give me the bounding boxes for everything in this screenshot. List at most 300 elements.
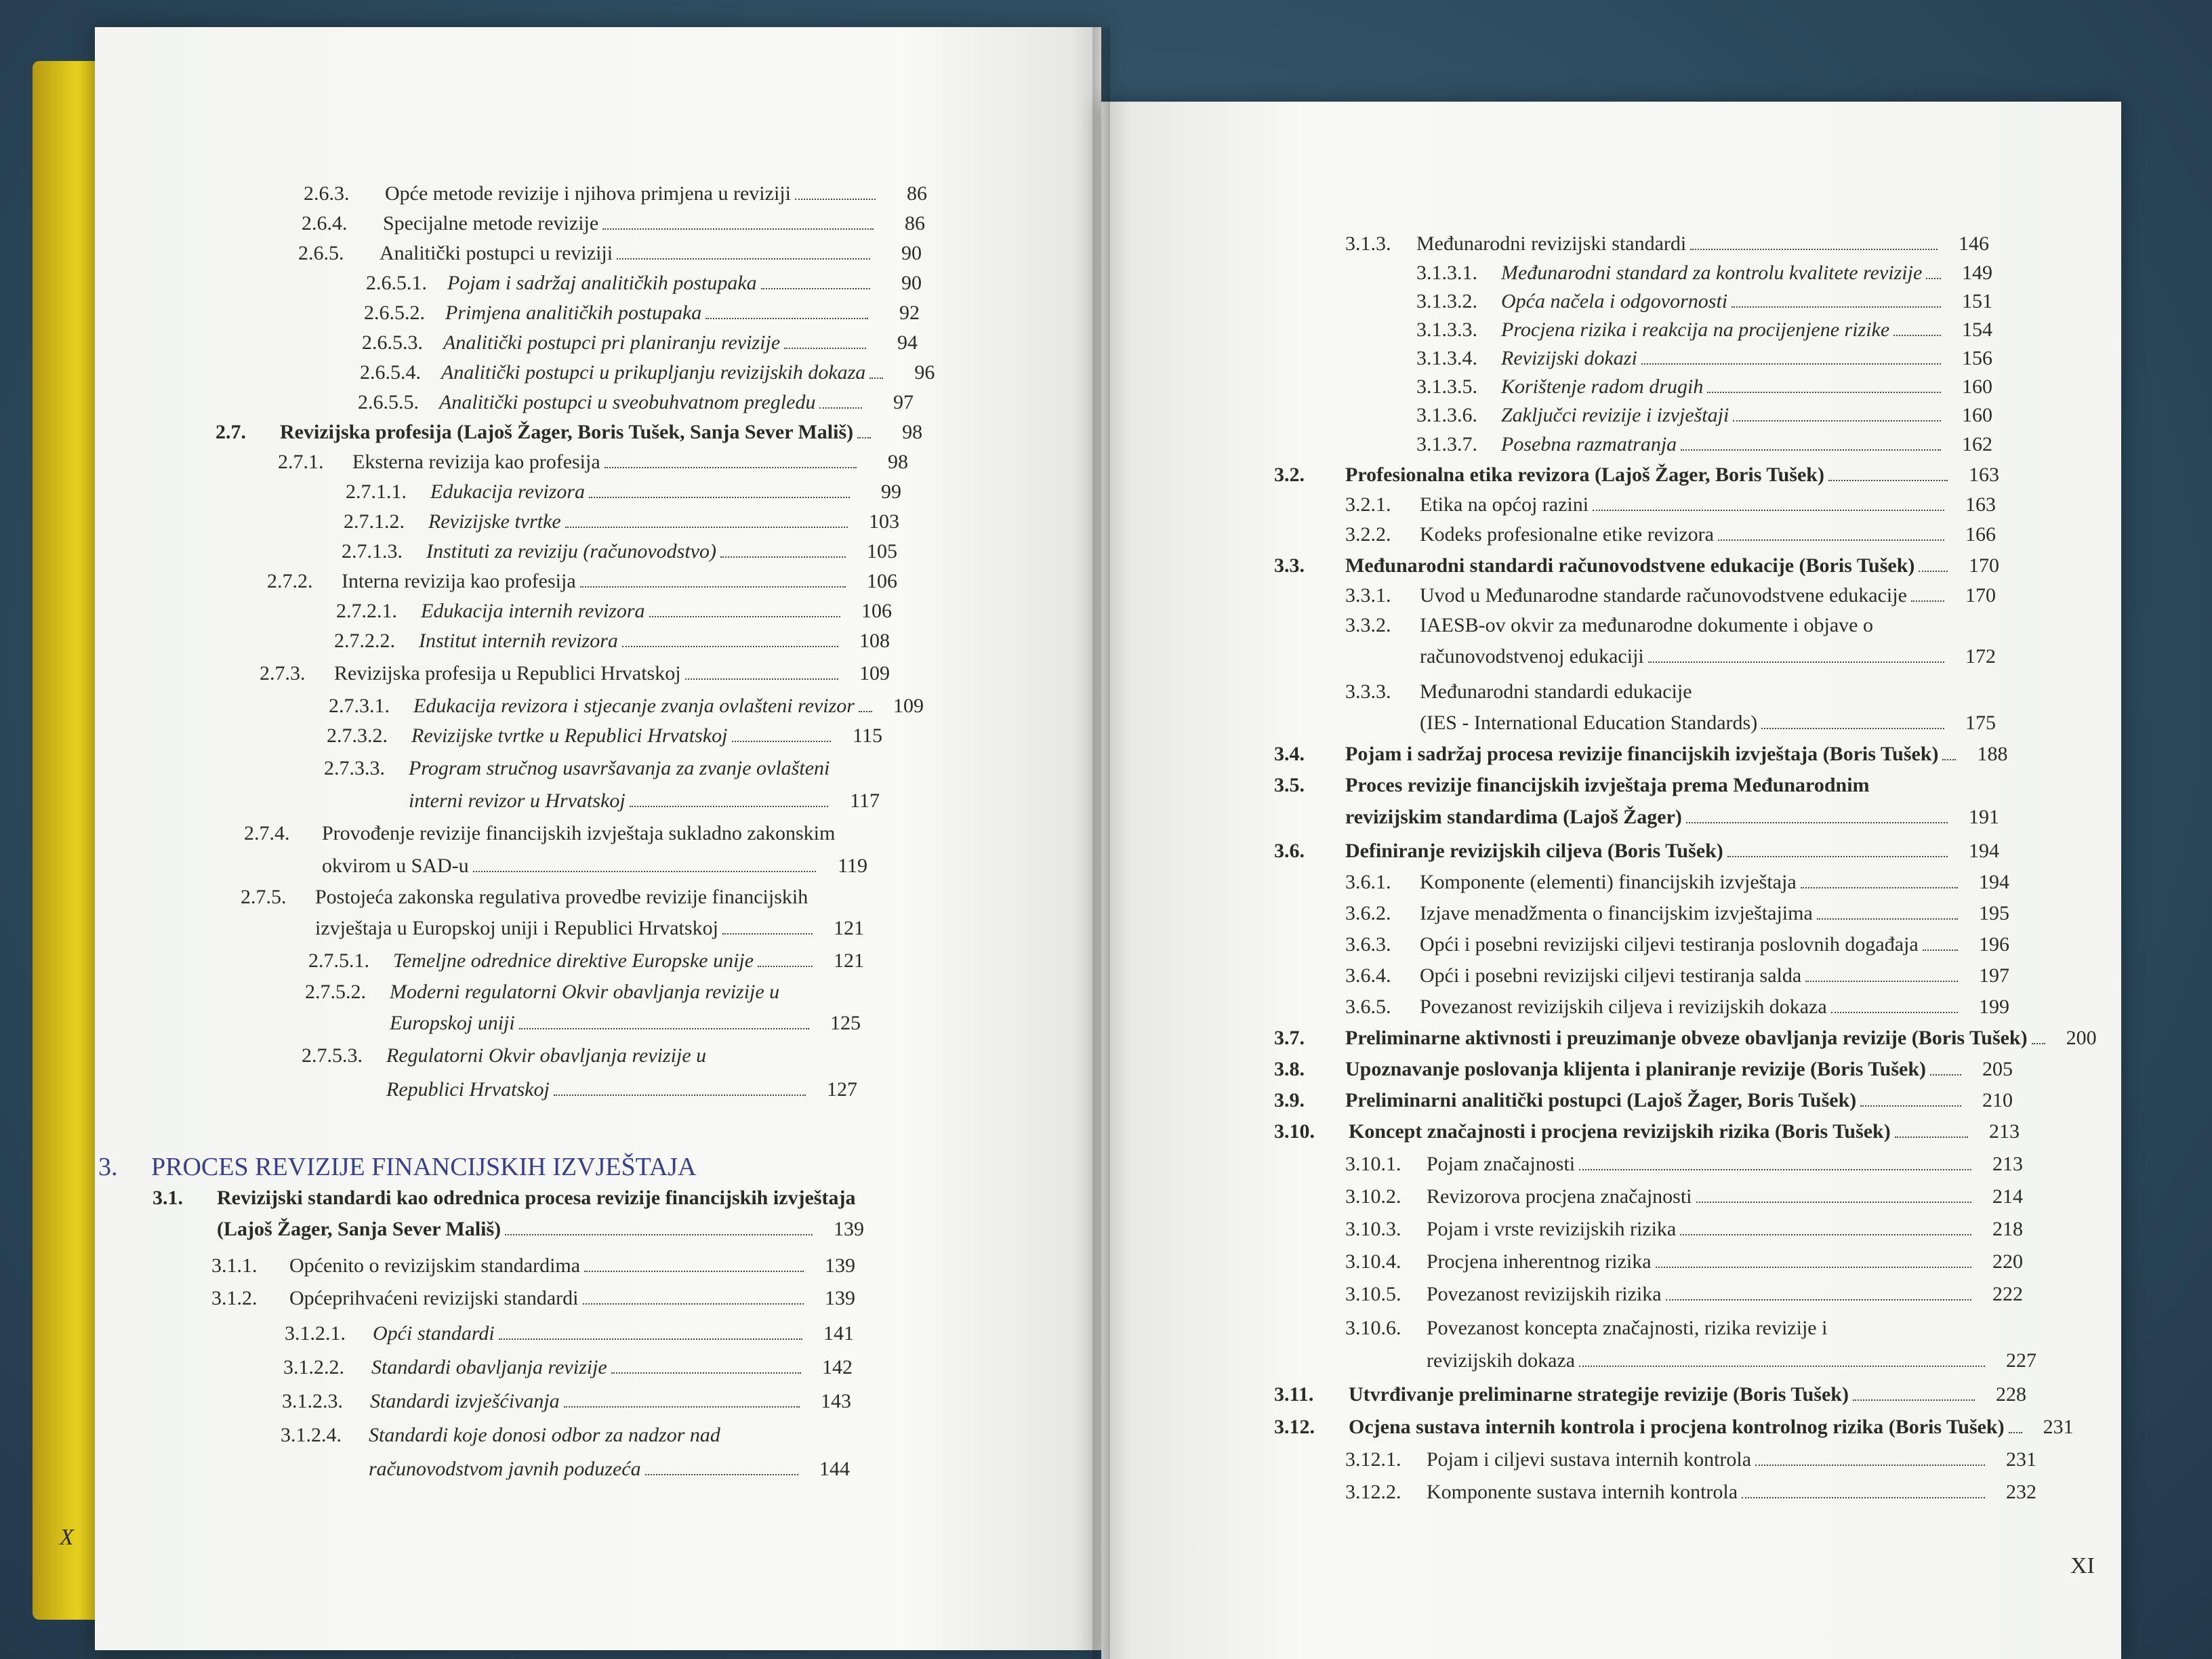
chapter-number: 3. [98, 1153, 118, 1181]
toc-entry [1345, 232, 1989, 256]
toc-entry-number: 3.6. [1274, 840, 1305, 862]
toc-entry-continuation [1420, 711, 1996, 735]
toc-entry-number: 2.6.4. [302, 212, 348, 234]
toc-entry-number: 2.6.5.2. [364, 302, 425, 324]
toc-entry-title: Eksterna revizija kao profesija [352, 451, 600, 473]
toc-page-number: 197 [1979, 964, 2009, 987]
toc-entry [1274, 1026, 2097, 1050]
toc-page-number: 162 [1962, 433, 1992, 455]
toc-entry-number: 2.6.5.1. [366, 272, 427, 294]
toc-entry-number: 3.4. [1274, 743, 1305, 765]
toc-page-number: 205 [1982, 1058, 2013, 1080]
toc-entry-number: 3.9. [1274, 1089, 1305, 1111]
toc-entry-title: Edukacija internih revizora [421, 600, 645, 622]
toc-entry-number: 2.7.1. [278, 451, 324, 473]
toc-entry-title: Povezanost revizijskih ciljeva i revizijskih dokaza [1420, 996, 1827, 1018]
toc-page-number: 117 [850, 790, 880, 812]
toc-entry-title-cont: interni revizor u Hrvatskoj [409, 790, 626, 812]
toc-page-number: 222 [1992, 1283, 2023, 1305]
toc-page-number: 97 [893, 391, 914, 413]
toc-page-number: 170 [1969, 554, 1999, 577]
leader-dots [1681, 449, 1941, 451]
toc-page-number: 119 [838, 855, 867, 877]
toc-entry-number: 2.6.5.3. [362, 331, 423, 354]
toc-entry-continuation [390, 1011, 861, 1036]
leader-dots [649, 616, 841, 617]
toc-page-number: 175 [1965, 712, 1996, 734]
toc-entry-title: Moderni regulatorni Okvir obavljanja revizije u [390, 981, 780, 1003]
toc-entry-number: 3.1.2. [211, 1287, 258, 1309]
toc-entry-number: 2.7.3. [260, 662, 306, 684]
toc-entry-number: 3.3.1. [1345, 584, 1391, 607]
toc-page-number: 144 [819, 1458, 850, 1480]
toc-page-number: 139 [825, 1287, 855, 1309]
toc-page-number: 141 [823, 1322, 854, 1345]
leader-dots [589, 497, 850, 498]
toc-entry-title: Edukacija revizora i stjecanje zvanja ovlašteni revizor [413, 695, 855, 717]
toc-page-number: 194 [1979, 871, 2009, 893]
toc-entry-title: Revizijski standardi kao odrednica procesa revizije financijskih izvještaja [217, 1187, 856, 1209]
toc-page-number: 94 [897, 331, 918, 354]
leader-dots [505, 1234, 813, 1235]
toc-entry [305, 980, 779, 1004]
toc-entry-title: Specijalne metode revizije [383, 212, 599, 234]
toc-entry-title: Općenito o revizijskim standardima [289, 1254, 581, 1277]
toc-entry-title-cont: računovodstvom javnih poduzeća [369, 1458, 641, 1480]
book-gutter [1092, 27, 1110, 1659]
toc-entry-title: Pojam i sadržaj procesa revizije financijskih izvještaja (Boris Tušek) [1345, 743, 1939, 765]
toc-page-number: 195 [1979, 902, 2009, 924]
toc-entry-number: 2.7.3.3. [324, 757, 385, 779]
toc-entry-title: Profesionalna etika revizora (Lajoš Žager, Boris Tušek) [1345, 464, 1824, 486]
toc-entry [329, 694, 924, 718]
toc-entry [267, 569, 897, 594]
toc-entry-number: 2.7.1.2. [344, 510, 405, 533]
leader-dots [1690, 249, 1938, 250]
toc-entry [1345, 583, 1996, 608]
leader-dots [1579, 1366, 1985, 1367]
leader-dots [605, 467, 857, 468]
toc-page-number: 146 [1959, 232, 1989, 255]
toc-entry-number: 3.10.3. [1345, 1218, 1401, 1240]
toc-entry [211, 1254, 855, 1278]
leader-dots [1593, 510, 1944, 511]
toc-entry-number: 2.7.5. [241, 886, 287, 908]
leader-dots [722, 933, 813, 935]
leader-dots [473, 871, 816, 872]
toc-entry-number: 3.1.2.1. [285, 1322, 346, 1345]
toc-entry [1345, 1448, 2036, 1472]
leader-dots [1732, 306, 1941, 308]
toc-entry-number: 3.1.3.3. [1416, 319, 1477, 341]
toc-entry-number: 3.1.3. [1345, 232, 1391, 255]
toc-entry-title: Općeprihvaćeni revizijski standardi [289, 1287, 579, 1309]
toc-entry-continuation [217, 1217, 864, 1242]
leader-dots [758, 966, 813, 967]
toc-entry-number: 3.2.2. [1345, 523, 1391, 546]
toc-entry-title: IAESB-ov okvir za međunarodne dokumente i objave o [1420, 614, 1873, 636]
toc-entry-title: Upoznavanje poslovanja klijenta i planiranje revizije (Boris Tušek) [1345, 1058, 1926, 1080]
toc-entry-title: Međunarodni standard za kontrolu kvalitete revizije [1501, 262, 1923, 284]
toc-page-number: 99 [881, 480, 901, 503]
toc-entry-title: Posebna razmatranja [1501, 433, 1677, 455]
toc-entry [1274, 1057, 2013, 1082]
toc-page-number: 121 [834, 917, 864, 939]
toc-entry-number: 3.6.2. [1345, 902, 1391, 924]
toc-entry [1274, 1120, 2020, 1144]
toc-page-number: 199 [1979, 996, 2009, 1018]
toc-entry-title-cont: Republici Hrvatskoj [386, 1078, 550, 1101]
leader-dots [1733, 420, 1941, 422]
toc-page-number: 115 [853, 724, 882, 747]
toc-entry [1274, 1415, 2074, 1439]
toc-entry [1345, 523, 1996, 547]
toc-entry [1345, 901, 2009, 926]
toc-entry [1274, 1382, 2026, 1407]
toc-entry [1274, 773, 1870, 798]
toc-entry [1345, 493, 1996, 517]
toc-entry-title: Procjena rizika i reakcija na procijenjene rizike [1501, 319, 1890, 341]
toc-entry-continuation [1345, 805, 1999, 830]
toc-entry-number: 3.1.3.7. [1416, 433, 1477, 455]
toc-page-number: 103 [869, 510, 899, 533]
toc-entry-title: Etika na općoj razini [1420, 493, 1589, 516]
toc-entry-number: 2.7.3.1. [329, 695, 390, 717]
toc-page-number: 160 [1962, 375, 1992, 398]
toc-entry-title: Revizijska profesija (Lajoš Žager, Boris Tušek, Sanja Sever Mališ) [280, 421, 854, 443]
toc-entry-number: 3.1.1. [211, 1254, 258, 1277]
toc-entry-number: 2.6.3. [304, 182, 350, 205]
toc-entry-title: Procjena inherentnog rizika [1427, 1250, 1652, 1273]
toc-entry-title: Opći standardi [373, 1322, 495, 1345]
toc-entry [1274, 554, 1999, 578]
toc-entry-number: 3.12. [1274, 1416, 1315, 1438]
toc-entry-title: Pojam značajnosti [1427, 1153, 1576, 1175]
toc-entry-title: Provođenje revizije financijskih izvještaja sukladno zakonskim [322, 822, 836, 844]
toc-entry-number: 3.6.5. [1345, 996, 1391, 1018]
toc-entry [1345, 613, 1873, 638]
toc-entry-continuation [1420, 644, 1996, 669]
leader-dots [1680, 1234, 1971, 1235]
toc-entry [241, 885, 808, 909]
toc-entry-title: Komponente sustava internih kontrola [1427, 1481, 1738, 1503]
toc-entry-number: 3.6.1. [1345, 871, 1391, 893]
leader-dots [819, 407, 862, 409]
toc-page-number: 163 [1969, 464, 1999, 486]
toc-page-number: 96 [914, 361, 935, 384]
leader-dots [1893, 335, 1941, 336]
leader-dots [784, 348, 866, 349]
leader-dots [1707, 392, 1941, 393]
toc-entry [302, 211, 925, 236]
toc-entry-number: 3.7. [1274, 1027, 1305, 1049]
toc-entry-number: 2.7.1.1. [346, 480, 407, 503]
toc-entry [304, 182, 927, 206]
toc-entry [366, 271, 922, 295]
leader-dots [1648, 661, 1944, 663]
toc-entry [282, 1389, 851, 1414]
toc-entry-number: 2.7.5.3. [302, 1044, 363, 1067]
toc-page-number: 106 [861, 600, 892, 622]
toc-entry [281, 1423, 720, 1448]
toc-entry-title: Revizijska profesija u Republici Hrvatskoj [334, 662, 681, 684]
leader-dots [1930, 1074, 1961, 1076]
leader-dots [1817, 918, 1958, 920]
toc-entry-title: Međunarodni revizijski standardi [1416, 232, 1687, 255]
toc-entry-title-cont: revizijskih dokaza [1427, 1349, 1576, 1372]
toc-entry-number: 3.1.3.5. [1416, 375, 1477, 398]
toc-entry [308, 949, 864, 973]
toc-entry-title: Opći i posebni revizijski ciljevi testiranja poslovnih događaja [1420, 933, 1919, 956]
toc-entry-title: Preliminarni analitički postupci (Lajoš Žager, Boris Tušek) [1345, 1089, 1857, 1111]
toc-entry-number: 2.7.3.2. [327, 724, 388, 747]
toc-entry-title: Revizijske tvrtke u Republici Hrvatskoj [411, 724, 728, 747]
leader-dots [1923, 949, 1958, 951]
toc-entry [1345, 870, 2009, 895]
leader-dots [720, 556, 846, 558]
toc-entry [278, 450, 908, 474]
leader-dots [857, 437, 871, 438]
toc-entry-title: Preliminarne aktivnosti i preuzimanje obveze obavljanja revizije (Boris Tušek) [1345, 1027, 2028, 1049]
leader-dots [1831, 1012, 1958, 1013]
toc-entry-number: 3.6.4. [1345, 964, 1391, 987]
leader-dots [761, 288, 870, 289]
toc-page-number: 108 [859, 630, 890, 652]
toc-entry [1416, 403, 1992, 428]
toc-entry-continuation [315, 916, 864, 941]
toc-entry [336, 599, 892, 623]
toc-entry-number: 3.3.3. [1345, 680, 1391, 703]
toc-entry-title: Standardi obavljanja revizije [371, 1356, 607, 1378]
toc-entry-number: 3.1.2.2. [283, 1356, 344, 1378]
toc-entry-number: 3.1.3.4. [1416, 347, 1477, 369]
toc-entry-number: 3.10. [1274, 1120, 1315, 1143]
toc-page-number: 92 [899, 302, 920, 324]
toc-entry-number: 3.3.2. [1345, 614, 1391, 636]
toc-entry [1345, 933, 2009, 957]
toc-entry [1345, 1217, 2023, 1242]
leader-dots [1696, 1202, 1972, 1203]
toc-entry [342, 539, 897, 564]
toc-entry-title: Analitički postupci pri planiranju revizije [443, 331, 781, 354]
leader-dots [602, 228, 874, 230]
toc-page-number: 191 [1969, 806, 1999, 828]
toc-entry-number: 3.10.5. [1345, 1283, 1401, 1305]
toc-entry-number: 2.7.1.3. [342, 540, 403, 562]
toc-entry [211, 1286, 855, 1311]
toc-entry-title: Izjave menadžmenta o financijskim izvještajima [1420, 902, 1813, 924]
toc-entry [1345, 1316, 1827, 1340]
toc-entry [285, 1322, 854, 1346]
leader-dots [1666, 1299, 1971, 1300]
leader-dots [1919, 571, 1948, 572]
toc-page-number: 125 [830, 1012, 861, 1034]
leader-dots [1755, 1465, 1985, 1466]
toc-page-number: 121 [834, 949, 864, 972]
toc-page-number: 196 [1979, 933, 2009, 956]
toc-entry [364, 301, 920, 325]
toc-entry-title: Interna revizija kao profesija [342, 570, 576, 592]
toc-page-number: 213 [1992, 1153, 2023, 1175]
toc-entry-number: 3.10.4. [1345, 1250, 1401, 1273]
leader-dots [565, 527, 848, 528]
toc-page-number: 105 [867, 540, 897, 562]
toc-entry-number: 3.1.2.3. [282, 1390, 343, 1412]
toc-entry-title: Edukacija revizora [430, 480, 586, 503]
toc-entry-number: 3.3. [1274, 554, 1305, 577]
toc-page-number: 127 [827, 1078, 857, 1101]
leader-dots [2032, 1043, 2045, 1044]
toc-page-number: 139 [834, 1218, 864, 1240]
toc-page-number: 194 [1969, 840, 1999, 862]
leader-dots [869, 377, 883, 379]
leader-dots [580, 586, 846, 588]
leader-dots [1761, 728, 1944, 729]
toc-entry [1416, 346, 1992, 371]
toc-entry-title-cont: okvirom u SAD-u [322, 855, 469, 877]
toc-entry [358, 390, 914, 415]
toc-page-number: 214 [1992, 1185, 2023, 1208]
leader-dots [1579, 1169, 1971, 1170]
leader-dots [1895, 1136, 1968, 1138]
toc-page-number: 109 [859, 662, 890, 684]
toc-entry [1416, 375, 1992, 399]
toc-entry-number: 2.7.2. [267, 570, 313, 592]
toc-entry [360, 361, 935, 385]
toc-entry [216, 420, 923, 445]
toc-entry-number: 2.7.4. [244, 822, 290, 844]
toc-page-number: 98 [902, 421, 923, 443]
toc-entry-title: Zaključci revizije i izvještaji [1501, 404, 1729, 426]
toc-entry-number: 2.7.2.2. [334, 630, 395, 652]
toc-entry-continuation [409, 789, 880, 813]
toc-entry-title: Povezanost koncepta značajnosti, rizika revizije i [1427, 1317, 1828, 1339]
toc-entry-number: 2.7.5.2. [305, 981, 366, 1003]
toc-entry [1274, 1088, 2013, 1113]
toc-entry-title: Analitički postupci u reviziji [380, 242, 613, 264]
leader-dots [564, 1406, 800, 1408]
toc-entry-continuation [1427, 1349, 2036, 1373]
toc-entry-number: 3.8. [1274, 1058, 1305, 1080]
toc-entry [1345, 680, 1692, 704]
chapter-heading [98, 1152, 697, 1182]
toc-entry-title: Korištenje radom drugih [1501, 375, 1704, 398]
toc-entry [1345, 1480, 2036, 1504]
toc-page-number: 86 [907, 182, 927, 205]
toc-entry-title-cont: (IES - International Education Standards) [1420, 712, 1758, 734]
toc-entry [334, 629, 890, 653]
toc-entry-title: Institut internih revizora [419, 630, 618, 652]
toc-entry [1345, 995, 2009, 1019]
toc-entry-continuation [322, 854, 867, 878]
toc-page-number: 210 [1982, 1089, 2013, 1111]
toc-entry [283, 1355, 853, 1380]
leader-dots [732, 741, 831, 742]
leader-dots [622, 646, 838, 647]
toc-entry-number: 3.12.2. [1345, 1481, 1401, 1503]
toc-entry-title: Kodeks profesionalne etike revizora [1420, 523, 1714, 546]
toc-entry-title: Standardi koje donosi odbor za nadzor nad [369, 1424, 720, 1446]
toc-entry [1345, 1185, 2023, 1209]
leader-dots [1656, 1267, 1971, 1268]
toc-entry-continuation [386, 1078, 857, 1102]
toc-entry [1416, 289, 1992, 314]
leader-dots [1853, 1399, 1975, 1401]
leader-dots [611, 1372, 801, 1374]
toc-entry [1274, 463, 1999, 487]
toc-page-number: 151 [1962, 290, 1992, 312]
toc-entry-number: 3.1.3.2. [1416, 290, 1477, 312]
page-folio-left: X [60, 1525, 74, 1550]
toc-page-number: 143 [821, 1390, 851, 1412]
toc-entry-title: Temeljne odrednice direktive Europske unije [393, 949, 754, 972]
toc-entry-number: 3.6.3. [1345, 933, 1391, 956]
toc-entry-title: Standardi izvješćivanja [370, 1390, 560, 1412]
toc-page-number: 86 [905, 212, 925, 234]
toc-entry-title: Međunarodni standardi računovodstvene edukacije (Boris Tušek) [1345, 554, 1915, 577]
toc-page-number: 188 [1977, 743, 2008, 765]
toc-entry-title: Analitički postupci u sveobuhvatnom pregledu [439, 391, 816, 413]
toc-page-number: 218 [1992, 1218, 2023, 1240]
toc-entry-title: Međunarodni standardi edukacije [1420, 680, 1692, 703]
toc-page-number: 231 [2006, 1448, 2036, 1471]
toc-entry-number: 3.11. [1274, 1383, 1314, 1406]
toc-entry [1416, 318, 1992, 342]
leader-dots [630, 806, 828, 807]
toc-page-number: 142 [822, 1356, 853, 1378]
toc-entry [1416, 432, 1992, 457]
toc-entry-title: Pojam i vrste revizijskih rizika [1427, 1218, 1677, 1240]
toc-entry-title: Proces revizije financijskih izvještaja prema Međunarodnim [1345, 774, 1870, 796]
toc-entry-number: 3.2. [1274, 464, 1305, 486]
toc-entry-title: Definiranje revizijskih ciljeva (Boris Tušek) [1345, 840, 1723, 862]
toc-entry [1416, 261, 1992, 285]
toc-entry [1274, 839, 1999, 863]
leader-dots [1641, 363, 1941, 365]
toc-page-number: 172 [1965, 645, 1996, 668]
toc-entry-title: Pojam i ciljevi sustava internih kontrola [1427, 1448, 1752, 1471]
toc-entry-title: Primjena analitičkih postupaka [445, 302, 702, 324]
toc-entry-title: Revizijski dokazi [1501, 347, 1637, 369]
toc-entry-title: Postojeća zakonska regulativa provedbe revizije financijskih [315, 886, 808, 908]
leader-dots [1911, 600, 1944, 602]
leader-dots [795, 199, 876, 200]
toc-page-number: 139 [825, 1254, 855, 1277]
toc-entry-title: Revizorova procjena značajnosti [1427, 1185, 1692, 1208]
toc-entry [302, 1044, 706, 1068]
toc-entry [346, 480, 901, 504]
toc-entry [327, 724, 882, 748]
leader-dots [1828, 480, 1948, 481]
leader-dots [1742, 1497, 1985, 1498]
toc-entry-number: 3.1.2.4. [281, 1424, 342, 1446]
toc-entry-number: 3.10.2. [1345, 1185, 1401, 1208]
toc-entry [1345, 1152, 2023, 1176]
toc-entry-title: Ocjena sustava internih kontrola i procjena kontrolnog rizika (Boris Tušek) [1349, 1416, 2005, 1438]
leader-dots [645, 1474, 798, 1475]
leader-dots [584, 1271, 804, 1272]
toc-entry-number: 2.7.2.1. [336, 600, 397, 622]
toc-entry-number: 3.2.1. [1345, 493, 1391, 516]
leader-dots [705, 318, 868, 319]
toc-entry-title: Regulatorni Okvir obavljanja revizije u [386, 1044, 707, 1067]
leader-dots [859, 711, 872, 712]
toc-page-number: 156 [1962, 347, 1992, 369]
toc-entry-title: Opće metode revizije i njihova primjena u reviziji [385, 182, 791, 205]
toc-entry-title: Opća načela i odgovornosti [1501, 290, 1728, 312]
toc-page-number: 213 [1989, 1120, 2020, 1143]
toc-entry-title: Povezanost revizijskih rizika [1427, 1283, 1662, 1305]
